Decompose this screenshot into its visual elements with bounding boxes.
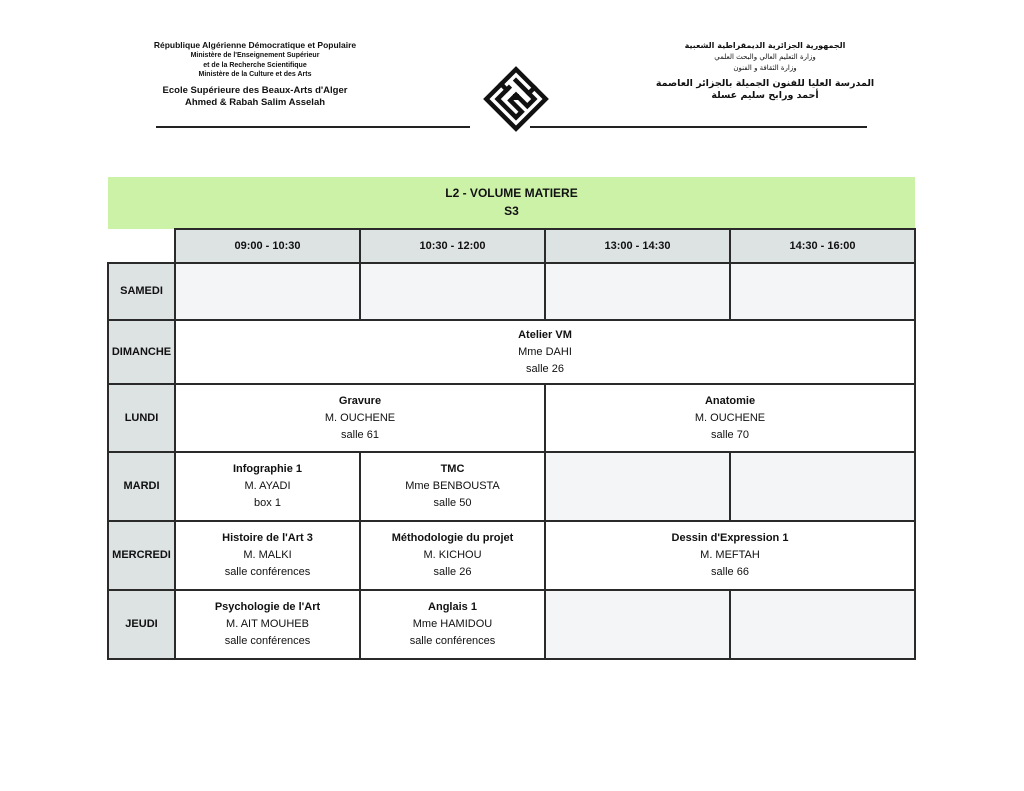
school-name-ar: المدرسة العليا للفنون الجميلة بالجزائر العاصمة <box>655 78 875 89</box>
day-label: MARDI <box>108 452 175 521</box>
day-label: DIMANCHE <box>108 320 175 384</box>
course-subject: Atelier VM <box>518 328 572 341</box>
timeslot-header: 10:30 - 12:00 <box>360 229 545 263</box>
day-label: MERCREDI <box>108 521 175 590</box>
course-teacher: M. OUCHENE <box>324 411 396 424</box>
day-row-samedi <box>108 263 915 320</box>
course-room: salle conférences <box>409 635 496 647</box>
ministry-higher-education-line1: Ministère de l'Enseignement Supérieur <box>190 52 320 59</box>
corner-cell <box>108 229 175 263</box>
course-cell <box>545 521 915 590</box>
course-teacher: M. OUCHENE <box>694 411 766 424</box>
course-teacher: Mme DAHI <box>518 345 572 358</box>
empty-slot <box>545 452 730 521</box>
course-cell <box>360 521 545 590</box>
ministry-higher-education-line2: et de la Recherche Scientifique <box>203 61 307 69</box>
course-subject: Anglais 1 <box>428 601 477 613</box>
course-teacher: M. KICHOU <box>423 549 482 561</box>
empty-slot <box>730 263 915 320</box>
timeslot-header-row <box>108 229 915 263</box>
ministry-culture-ar: وزارة الثقافة و الفنون <box>733 64 797 72</box>
header-divider-right <box>530 126 867 128</box>
day-label: SAMEDI <box>108 263 175 320</box>
empty-slot <box>730 452 915 521</box>
course-subject: Psychologie de l'Art <box>214 601 321 613</box>
course-room: salle 26 <box>433 566 472 578</box>
course-room: box 1 <box>254 497 281 509</box>
day-label: LUNDI <box>108 384 175 452</box>
course-room: salle conférences <box>224 566 311 578</box>
course-cell <box>545 384 915 452</box>
empty-slot <box>175 263 360 320</box>
course-room: salle 61 <box>341 428 379 441</box>
day-row-mardi <box>108 452 915 521</box>
day-row-mercredi <box>108 521 915 590</box>
course-teacher: Mme HAMIDOU <box>412 618 493 630</box>
timetable <box>107 228 916 660</box>
course-subject: Méthodologie du projet <box>391 532 514 544</box>
course-room: salle conférences <box>224 635 311 647</box>
day-row-dimanche <box>108 320 915 384</box>
course-cell <box>360 452 545 521</box>
course-subject: Dessin d'Expression 1 <box>671 532 789 544</box>
day-label: JEUDI <box>108 590 175 659</box>
school-founders: Ahmed & Rabah Salim Asselah <box>184 96 326 108</box>
course-teacher: Mme BENBOUSTA <box>405 480 500 492</box>
course-room: salle 50 <box>433 497 472 509</box>
course-room: salle 26 <box>526 362 564 375</box>
course-teacher: M. MEFTAH <box>700 549 760 561</box>
empty-slot <box>360 263 545 320</box>
course-cell <box>175 590 360 659</box>
course-subject: TMC <box>440 463 465 475</box>
timeslot-header: 13:00 - 14:30 <box>545 229 730 263</box>
ministry-culture: Ministère de la Culture et des Arts <box>198 71 312 78</box>
empty-slot <box>730 590 915 659</box>
ministry-higher-education-ar: وزارة التعليم العالي والبحث العلمي <box>714 53 816 61</box>
country-name-ar: الجمهورية الجزائرية الديمقراطية الشعبية <box>684 41 846 50</box>
course-subject: Gravure <box>338 394 382 407</box>
header-divider-left <box>156 126 470 128</box>
school-name: Ecole Supérieure des Beaux-Arts d'Alger <box>162 84 348 96</box>
course-teacher: M. AIT MOUHEB <box>226 618 309 630</box>
country-name: République Algérienne Démocratique et Populaire <box>153 40 357 50</box>
course-subject: Infographie 1 <box>232 463 303 475</box>
title-semester: S3 <box>504 204 519 218</box>
course-cell <box>175 384 545 452</box>
course-cell <box>175 320 915 384</box>
course-room: salle 66 <box>711 566 749 578</box>
school-founders-ar: أحمد ورابح سليم عسلة <box>711 90 819 101</box>
course-room: salle 70 <box>711 428 749 441</box>
kufic-square-logo-icon <box>476 64 556 134</box>
timeslot-header: 09:00 - 10:30 <box>175 229 360 263</box>
day-row-lundi <box>108 384 915 452</box>
course-teacher: M. MALKI <box>243 549 292 561</box>
course-cell <box>360 590 545 659</box>
day-row-jeudi <box>108 590 915 659</box>
empty-slot <box>545 263 730 320</box>
course-subject: Histoire de l'Art 3 <box>222 532 313 544</box>
course-subject: Anatomie <box>704 394 756 407</box>
timeslot-header: 14:30 - 16:00 <box>730 229 915 263</box>
course-teacher: M. AYADI <box>244 480 291 492</box>
header-arabic <box>650 40 880 102</box>
empty-slot <box>545 590 730 659</box>
header-french <box>140 40 370 109</box>
course-cell <box>175 521 360 590</box>
title-line-1: L2 - VOLUME MATIERE <box>445 186 578 200</box>
schedule-title <box>108 177 915 229</box>
course-cell <box>175 452 360 521</box>
